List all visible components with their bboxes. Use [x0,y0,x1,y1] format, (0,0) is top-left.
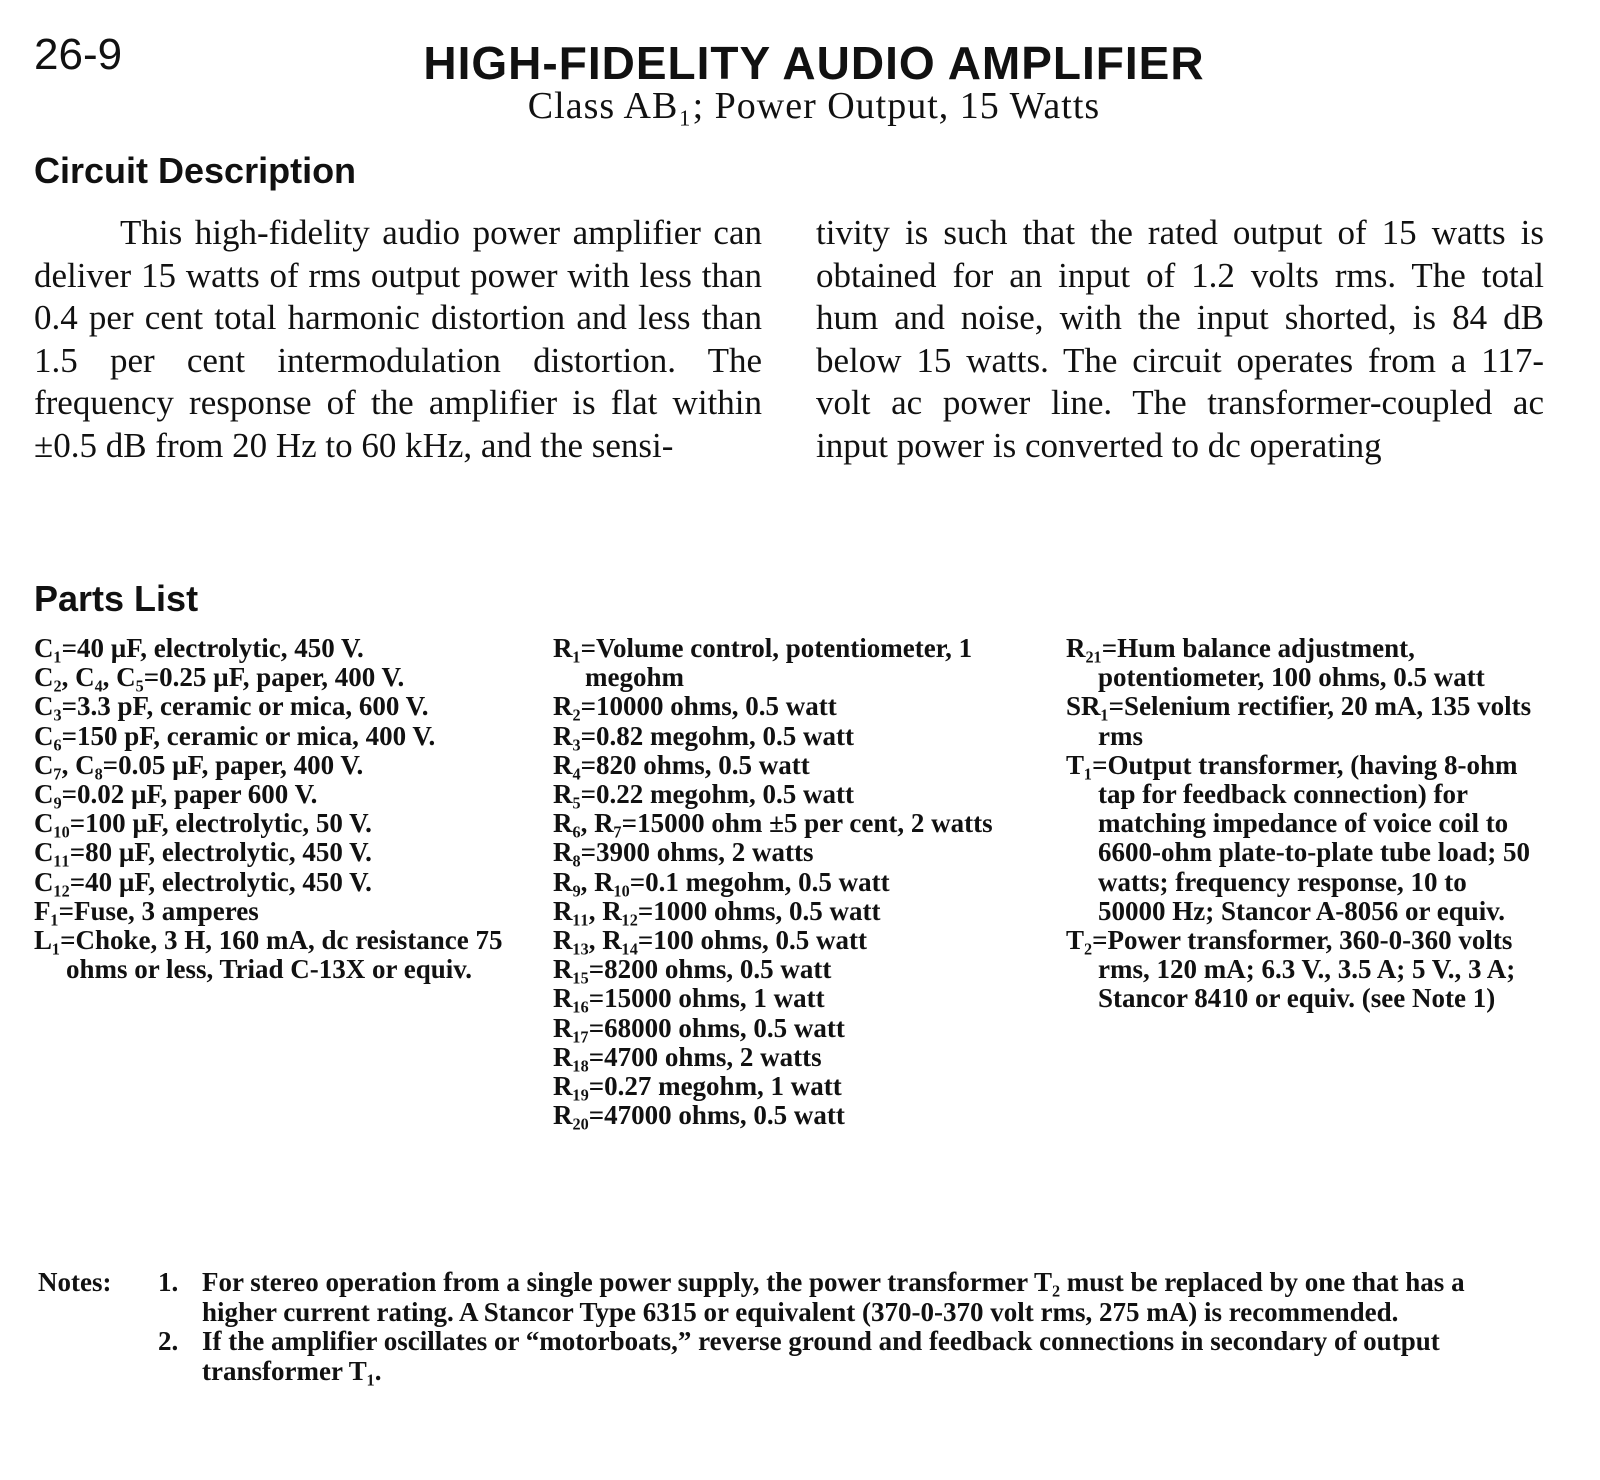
part-item: C₆=150 pF, ceramic or mica, 400 V. [34,720,436,751]
circuit-description-heading: Circuit Description [34,150,357,191]
part-item: R₂₁=Hum balance adjustment, potentiometer, 100 ohms, 0.5 watt [1066,633,1485,693]
parts-column-3 [1066,634,1536,1014]
part-item: R₁₃, R₁₄=100 ohms, 0.5 watt [553,925,868,956]
part-item: C₁₀=100 µF, electrolytic, 50 V. [34,808,372,839]
part-item: C₁=40 µF, electrolytic, 450 V. [34,633,364,663]
note-item [158,1268,1538,1327]
part-item: SR₁=Selenium rectifier, 20 mA, 135 volts rms [1066,691,1532,751]
description-column-right [816,212,1544,467]
part-item: C₃=3.3 pF, ceramic or mica, 600 V. [34,691,429,722]
part-item: L₁=Choke, 3 H, 160 mA, dc resistance 75 ohms or less, Triad C-13X or equiv. [34,925,503,985]
part-item: R₁₁, R₁₂=1000 ohms, 0.5 watt [553,895,881,926]
part-item: T₂=Power transformer, 360-0-360 volts rms, 120 mA; 6.3 V., 3.5 A; 5 V., 3 A; Stancor 8410 or equiv. (see Note 1) [1066,925,1516,1014]
part-item: C₉=0.02 µF, paper 600 V. [34,779,318,810]
part-item: R₁=Volume control, potentiometer, 1 megohm [553,633,973,693]
part-item: C₁₁=80 µF, electrolytic, 450 V. [34,837,372,868]
description-right-text: tivity is such that the rated output of 15 watts is obtained for an input of 1.2 volts rms. The total hum and noise, with the input shorted, is 84 dB below 15 watts. The circuit operates from a 117-volt ac power line. The transformer-coupled ac input power is converted to dc operating [816,213,1544,465]
part-item: R₅=0.22 megohm, 0.5 watt [553,779,854,810]
part-item: R₁₈=4700 ohms, 2 watts [553,1041,822,1072]
parts-column-1 [34,634,514,984]
part-item: C₇, C₈=0.05 µF, paper, 400 V. [34,749,364,780]
part-item: R₁₆=15000 ohms, 1 watt [553,983,825,1014]
part-item: R₁₅=8200 ohms, 0.5 watt [553,954,832,985]
page-subtitle: Class AB₁; Power Output, 15 Watts [527,85,1101,127]
parts-list-heading: Parts List [34,578,199,619]
part-item: C₁₂=40 µF, electrolytic, 450 V. [34,866,372,897]
parts-column-2 [553,634,1033,1130]
description-column-left [34,212,762,467]
note-number: 2. [158,1326,179,1356]
notes-block [38,1268,1538,1386]
part-item: T₁=Output transformer, (having 8-ohm tap for feedback connection) for matching impedance of voice coil to 6600-ohm plate-to-plate tube load; 50 watts; frequency response, 10 to 50000 Hz; Stancor A-8056 or equiv. [1066,749,1530,926]
note-item [158,1327,1538,1386]
description-left-text: This high-fidelity audio power amplifier can deliver 15 watts of rms output power with less than 0.4 per cent total harmonic distortion and less than 1.5 per cent intermodulation distortion. The frequency response of the amplifier is flat within ±0.5 dB from 20 Hz to 60 kHz, and the sensi- [34,213,762,465]
part-item: R₁₇=68000 ohms, 0.5 watt [553,1012,845,1043]
note-text: If the amplifier oscillates or “motorboats,” reverse ground and feedback connections in secondary of output transformer T₁. [202,1326,1440,1386]
page-number: 26-9 [34,30,123,79]
part-item: R₆, R₇=15000 ohm ±5 per cent, 2 watts [553,808,993,839]
note-text: For stereo operation from a single power supply, the power transformer T₂ must be replaced by one that has a higher current rating. A Stancor Type 6315 or equivalent (370-0-370 volt rms, 275 mA) is recommended. [202,1267,1465,1327]
part-item: R₃=0.82 megohm, 0.5 watt [553,720,854,751]
part-item: C₂, C₄, C₅=0.25 µF, paper, 400 V. [34,662,405,693]
part-item: F₁=Fuse, 3 amperes [34,895,259,926]
part-item: R₈=3900 ohms, 2 watts [553,837,814,868]
page-title: HIGH-FIDELITY AUDIO AMPLIFIER [423,37,1205,89]
notes-label: Notes: [38,1267,112,1297]
part-item: R₁₉=0.27 megohm, 1 watt [553,1071,842,1102]
part-item: R₂₀=47000 ohms, 0.5 watt [553,1100,845,1131]
part-item: R₄=820 ohms, 0.5 watt [553,749,810,780]
note-number: 1. [158,1267,179,1297]
part-item: R₉, R₁₀=0.1 megohm, 0.5 watt [553,866,890,897]
part-item: R₂=10000 ohms, 0.5 watt [553,691,837,722]
